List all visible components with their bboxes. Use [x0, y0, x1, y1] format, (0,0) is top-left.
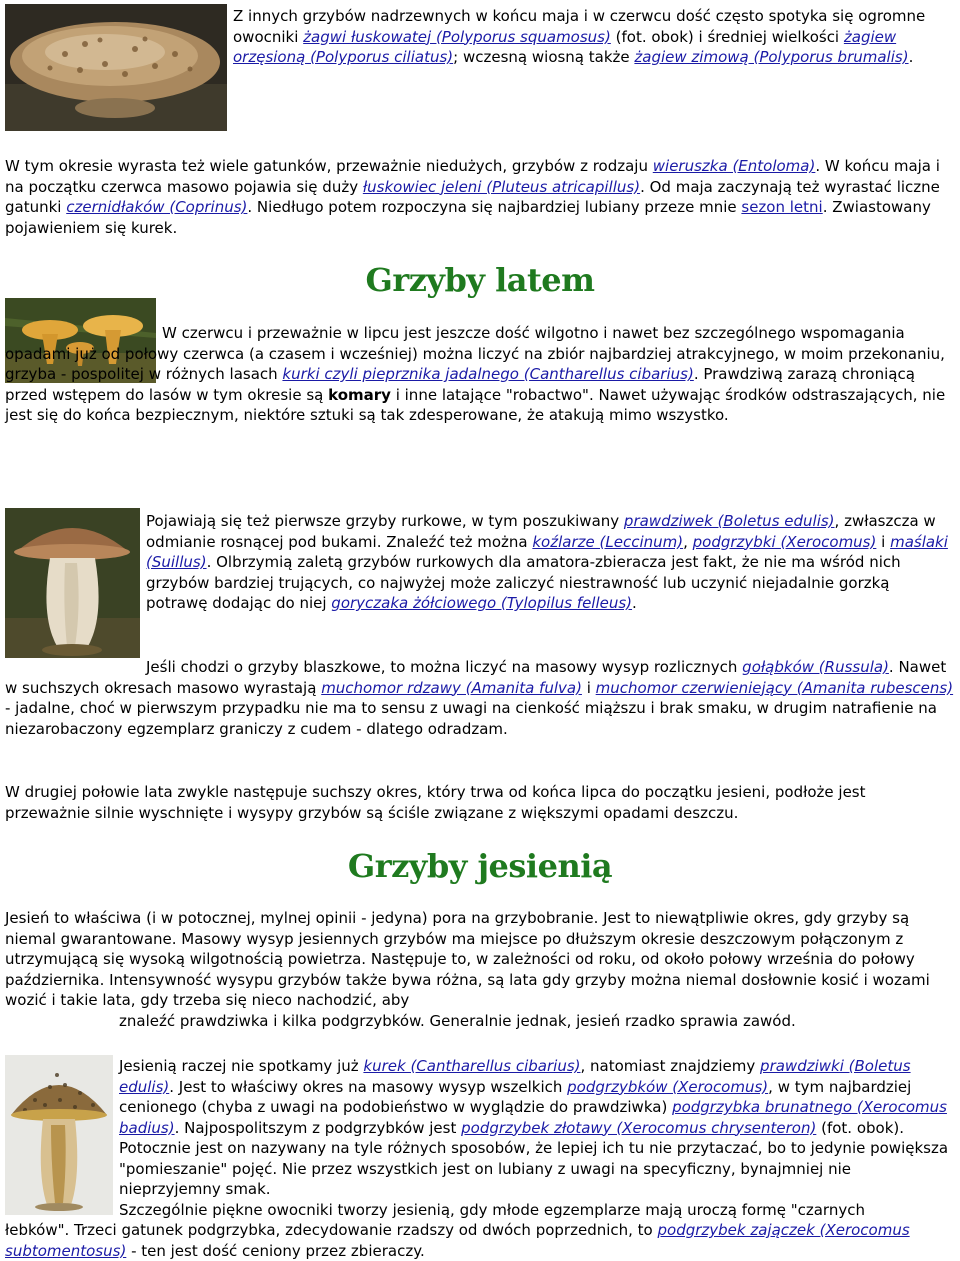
- text-span: . W końcu maja i na początku czerwca masowo pojawia się duży: [5, 157, 940, 196]
- autumn-paragraph-1: [5, 908, 955, 1031]
- text-span: , zwłaszcza w odmianie rosnącej pod bukami. Znaleźć też można: [146, 512, 936, 551]
- link-entoloma[interactable]: wieruszka (Entoloma): [652, 157, 816, 175]
- link-xerocomus[interactable]: podgrzybki (Xerocomus): [692, 532, 877, 551]
- summer-text-1: [5, 323, 955, 426]
- summer-text-3: [5, 657, 955, 739]
- text-span: Pojawiają się też pierwsze grzyby rurkowe, w tym poszukiwany: [146, 512, 624, 530]
- link-amanita-fulva[interactable]: muchomor rdzawy (Amanita fulva): [321, 678, 582, 697]
- link-coprinus[interactable]: czernidłaków (Coprinus): [66, 198, 248, 216]
- text-span: (fot. obok) i średniej wielkości: [610, 27, 844, 46]
- autumn-paragraph-2: [119, 1056, 956, 1220]
- link-polyporus-squamosus[interactable]: żagwi łuskowatej (Polyporus squamosus): [303, 27, 611, 46]
- link-suillus[interactable]: maślaki (Suillus): [146, 532, 948, 571]
- link-boletus-edulis[interactable]: prawdziwek (Boletus edulis): [623, 512, 835, 530]
- text-span: i: [581, 678, 596, 697]
- text-span: Z innych grzybów nadrzewnych w końcu maja i w czerwcu dość często spotyka się ogromne owocniki: [233, 7, 926, 46]
- text-span: (fot. obok). Potocznie jest on nazywany na tyle różnych sposobów, że lepiej ich tu nie przytaczać, bo to jedynie powiększa "pomieszanie" pojęć. Nie przez wszystkich jest on lubiany z uwagi na specyficzny, bynajmniej nie nieprzyjemny smak.: [119, 1118, 949, 1198]
- xerocomus-photo: [5, 1055, 113, 1215]
- text-span: - ten jest dość ceniony przez zbieraczy.: [126, 1241, 425, 1260]
- summer-text-4: W drugiej połowie lata zwykle następuje suchszy okres, który trwa od końca lipca do początku jesieni, podłoże jest przeważnie silnie wyschnięte i wysypy grzybów są ściśle związane z większymi opadami deszczu.: [5, 783, 866, 822]
- link-tylopilus[interactable]: goryczaka żółciowego (Tylopilus felleus): [331, 594, 633, 612]
- text-span: Jesienią raczej nie spotkamy już: [119, 1057, 364, 1075]
- summer-paragraph-1: [5, 323, 955, 426]
- heading-summer: Grzyby latem: [365, 261, 595, 299]
- text-span: . Nawet w suchszych okresach masowo wyrastają: [5, 658, 947, 697]
- text-span: . Prawdziwą zarazą chroniącą przed wstępem do lasów w tym okresie są: [5, 365, 915, 404]
- link-podgrzybkow[interactable]: podgrzybków (Xerocomus): [567, 1077, 769, 1096]
- link-russula[interactable]: gołąbków (Russula): [742, 658, 889, 676]
- autumn-text-3b: [5, 1220, 955, 1261]
- text-span: . Najpospolitszym z podgrzybków jest: [174, 1118, 462, 1137]
- summer-paragraph-2: [146, 511, 952, 614]
- text-span: Jeśli chodzi o grzyby blaszkowe, to można liczyć na masowy wysyp rozlicznych: [146, 658, 743, 676]
- polypore-image: [5, 4, 227, 131]
- autumn-text-3a: Szczególnie piękne owocniki tworzy jesienią, gdy młode egzemplarze mają uroczą formę "czarnych: [119, 1200, 865, 1219]
- summer-paragraph-4: [5, 782, 955, 823]
- link-polyporus-brumalis[interactable]: żagiew zimową (Polyporus brumalis): [634, 48, 909, 66]
- intro-text: [233, 6, 955, 68]
- link-xerocomus-chrysenteron[interactable]: podgrzybek złotawy (Xerocomus chrysenteron): [461, 1118, 817, 1137]
- text-span: ; wczesną wiosną także: [453, 48, 635, 66]
- link-xerocomus-badius[interactable]: podgrzybka brunatnego (Xerocomus badius): [119, 1098, 947, 1137]
- text-span: , natomiast znajdziemy: [580, 1057, 761, 1075]
- link-xerocomus-subtomentosus[interactable]: podgrzybek zajączek (Xerocomus subtomentosus): [5, 1221, 910, 1260]
- text-span: . Od maja zaczynają też wyrastać liczne gatunki: [5, 177, 940, 216]
- intro-paragraph: [233, 6, 955, 68]
- text-span: . Olbrzymią zaletą grzybów rurkowych dla amatora-zbieracza jest fakt, że nie ma wśród nich grzybów bardziej trujących, co najwyżej może zaliczyć niestrawność lub uczynić niejadalnie gorzką potrawę dodając do niej: [146, 553, 901, 612]
- autumn-paragraph-3: [5, 1220, 955, 1261]
- link-pluteus[interactable]: łuskowiec jeleni (Pluteus atricapillus): [362, 177, 641, 196]
- link-leccinum[interactable]: koźlarze (Leccinum): [532, 532, 684, 551]
- text-span: , w tym najbardziej cenionego (chyba z uwagi na podobieństwo w wyglądzie do prawdziwka): [119, 1077, 912, 1116]
- text-span: .: [632, 594, 637, 612]
- text-span: .: [908, 48, 914, 66]
- spring-paragraph: [5, 156, 955, 238]
- xerocomus-image: [5, 1055, 113, 1215]
- text-span: ,: [683, 532, 693, 551]
- autumn-text-1a: Jesień to właściwa (i w potocznej, mylnej opinii - jedyna) pora na grzybobranie. Jest to niewątpliwie okres, gdy grzyby są niemal gwarantowane. Masowy wysyp jesiennych grzybów ma miejsce po dłuższym okresie deszczowym połączonym z utrzymującą się wysoką wilgotnością powietrza. Następuje to, w zależności od roku, od około połowy września do połowy października. Intensywność wysypu grzybów także bywa różna, są lata gdy grzyby można niemal dosłownie kosić i wozami wozić i takie lata, gdy trzeba się nieco nachodzić, aby: [5, 909, 930, 1009]
- summer-text-2: [146, 511, 952, 614]
- text-span: i inne latające "robactwo". Nawet używając środków odstraszających, nie jest się do końca bezpiecznym, niektóre sztuki są tak zdesperowane, że atakują mimo wszystko.: [5, 385, 946, 424]
- heading-autumn: Grzyby jesienią: [347, 847, 613, 885]
- bold-text: komary: [328, 385, 391, 404]
- link-prawdziwki[interactable]: prawdziwki (Boletus edulis): [119, 1057, 911, 1096]
- text-span: łebków". Trzeci gatunek podgrzybka, zdecydowanie rzadszy od dwóch poprzednich, to: [5, 1221, 658, 1239]
- link-polyporus-ciliatus[interactable]: żagiew orzęsioną (Polyporus ciliatus): [233, 27, 897, 66]
- text-span: - jadalne, choć w pierwszym przypadku nie ma to sensu z uwagi na cienkość miąższu i brak smaku, w drugim natrafienie na niezarobaczony egzemplarz graniczy z cudem - dlatego odradzam.: [5, 699, 937, 738]
- bolete-image: [5, 508, 140, 658]
- spring-text: [5, 156, 955, 238]
- link-amanita-rubescens[interactable]: muchomor czerwieniejący (Amanita rubescens): [595, 678, 954, 697]
- text-span: W czerwcu i przeważnie w lipcu jest jeszcze dość wilgotno i nawet bez szczególnego wspomagania opadami już od połowy czerwca (a czasem i wcześniej) można liczyć na zbiór najbardziej atrakcyjnego, w moim przekonaniu, grzyba - pospolitej w różnych lasach: [5, 324, 945, 383]
- link-kurek[interactable]: kurek (Cantharellus cibarius): [363, 1057, 581, 1075]
- autumn-text-2: [119, 1056, 956, 1200]
- link-sezon-letni[interactable]: sezon letni: [741, 198, 823, 216]
- autumn-text-1b: znaleźć prawdziwka i kilka podgrzybków. Generalnie jednak, jesień rzadko sprawia zawód.: [119, 1011, 796, 1030]
- summer-paragraph-3: [5, 657, 955, 739]
- bolete-photo: [5, 508, 140, 658]
- text-span: . Niedługo potem rozpoczyna się najbardziej lubiany przeze mnie: [247, 198, 742, 216]
- link-cantharellus[interactable]: kurki czyli pieprznika jadalnego (Cantharellus cibarius): [282, 365, 694, 383]
- text-span: . Zwiastowany pojawieniem się kurek.: [5, 198, 931, 237]
- text-span: . Jest to właściwy okres na masowy wysyp wszelkich: [169, 1077, 568, 1096]
- polypore-photo: [5, 4, 227, 131]
- text-span: W tym okresie wyrasta też wiele gatunków, przeważnie niedużych, grzybów z rodzaju: [5, 157, 653, 175]
- text-span: i: [876, 532, 891, 551]
